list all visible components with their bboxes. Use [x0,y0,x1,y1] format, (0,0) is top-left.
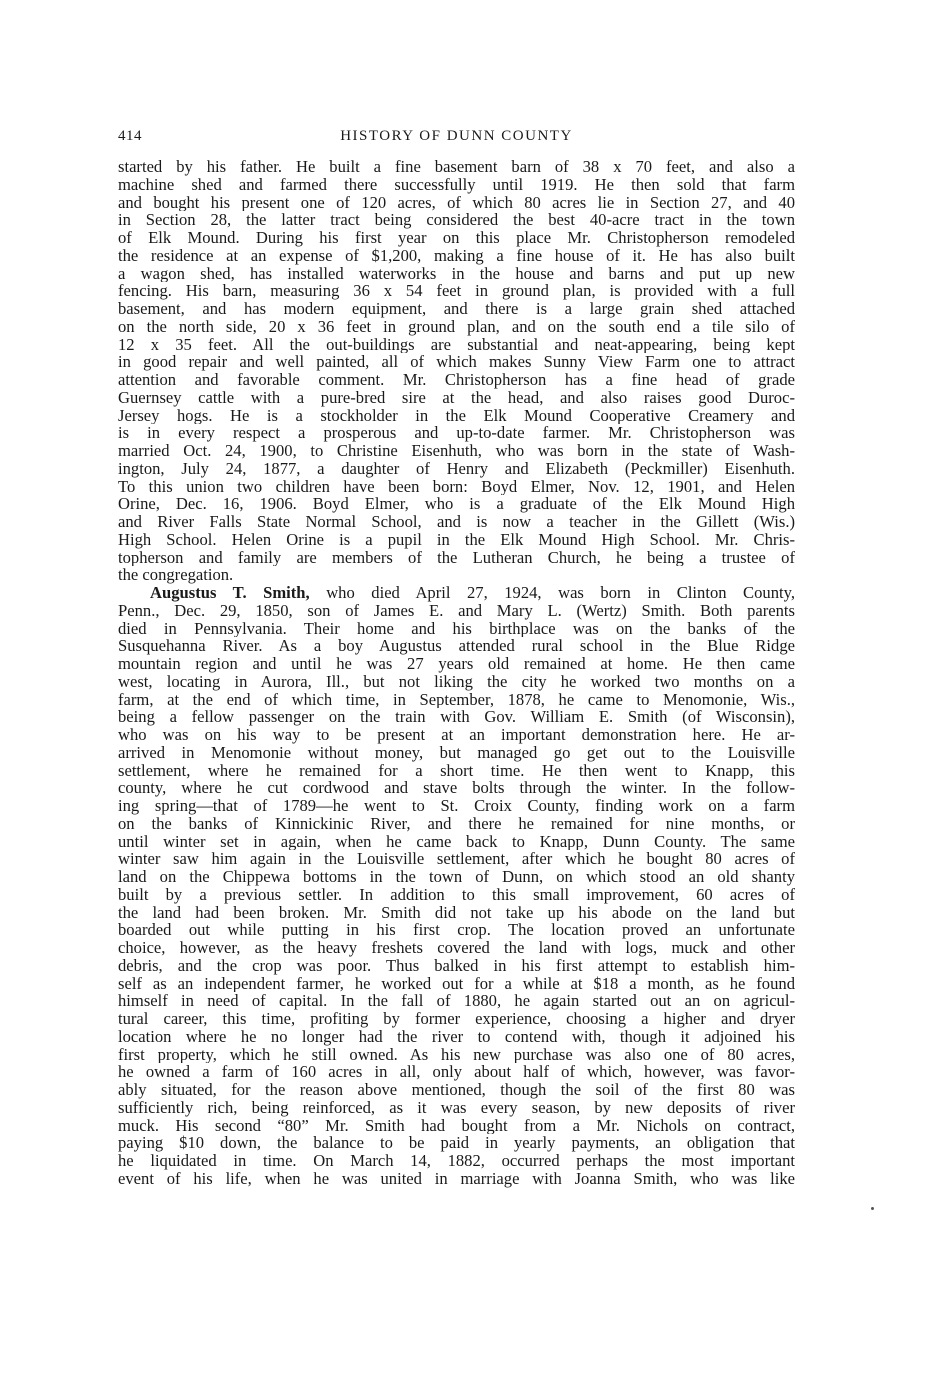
text-line: tural career, this time, profiting by former experience, choosing a higher and dryer [118,1010,795,1028]
text-line: died in Pennsylvania. Their home and his birthplace was on the banks of the [118,619,795,638]
text-line: being a fellow passenger on the train with Gov. William E. Smith (of Wisconsin), [118,708,795,726]
text-line: on the banks of Kinnickinic River, and there he remained for nine months, or [118,814,795,833]
text-line: paying $10 down, the balance to be paid in yearly payments, an obligation that [118,1134,795,1152]
text-line: a wagon shed, has installed waterworks in the house and barns and put up new [118,264,795,283]
text-line: fencing. His barn, measuring 36 x 54 feet in ground plan, is provided with a full [118,282,795,300]
text-line: and River Falls State Normal School, and is now a teacher in the Gillett (Wis.) [118,513,795,531]
text-line: Jersey hogs. He is a stockholder in the Elk Mound Cooperative Creamery and [118,406,795,425]
text-line: the residence at an expense of $1,200, making a fine house of it. He has also built [118,246,795,265]
text-line: Orine, Dec. 16, 1906. Boyd Elmer, who is a graduate of the Elk Mound High [118,495,795,513]
paragraph-first-line-text: who died April 27, 1924, was born in Clinton County, [309,584,795,602]
text-line: land on the Chippewa bottoms in the town of Dunn, on which stood an old shanty [118,868,795,886]
text-line: winter saw him again in the Louisville settlement, after which he bought 80 acres of [118,850,795,868]
text-line: arrived in Menomonie without money, but managed go get out to the Louisville [118,743,795,762]
text-line: ing spring—that of 1789—he went to St. Croix County, finding work on a farm [118,797,795,815]
text-line: topherson and family are members of the Lutheran Church, he being a trustee of [118,548,795,567]
page-header-title: HISTORY OF DUNN COUNTY [340,128,573,144]
text-line: ably situated, for the reason above mentioned, though the soil of the first 80 was [118,1081,795,1099]
text-line: the land had been broken. Mr. Smith did not take up his abode on the land but [118,903,795,922]
text-line: himself in need of capital. In the fall of 1880, he again started out an on agricul- [118,992,795,1010]
running-head [118,128,795,152]
text-line: sufficiently rich, being reinforced, as it was every season, by new deposits of river [118,1098,795,1117]
text-line: machine shed and farmed there successfully until 1919. He then sold that farm [118,175,795,194]
text-line: boarded out while putting in his first crop. The location proved an unfortunate [118,921,795,939]
text-line: choice, however, as the heavy freshets covered the land with logs, muck and other [118,939,795,957]
text-line: 12 x 35 feet. All the out-buildings are substantial and neat-appearing, being kept [118,335,795,354]
text-line: started by his father. He built a fine basement barn of 38 x 70 feet, and also a [118,158,795,176]
text-line: basement, and has modern equipment, and there is a large grain shed attached [118,300,795,318]
paragraph-lead-name: Augustus T. Smith, [150,584,310,602]
text-line: he liquidated in time. On March 14, 1882, occurred perhaps the most important [118,1152,795,1170]
text-line: first property, which he still owned. As his new purchase was also one of 80 acres, [118,1045,795,1064]
text-line: ington, July 24, 1877, a daughter of Henry and Elizabeth (Peckmiller) Eisenhuth. [118,459,795,478]
text-line: To this union two children have been born: Boyd Elmer, Nov. 12, 1901, and Helen [118,477,795,496]
text-line: in good repair and well painted, all of which makes Sunny View Farm one to attract [118,353,795,371]
text-line: mountain region and until he was 27 years old remained at home. He then came [118,655,795,673]
text-line: who was on his way to be present at an important demonstration here. He ar- [118,726,795,744]
text-line: muck. His second “80” Mr. Smith had bought from a Mr. Nichols on contract, [118,1116,795,1135]
text-line: west, locating in Aurora, Ill., but not liking the city he worked two months on a [118,672,795,691]
text-line: debris, and the crop was poor. Thus balked in his first attempt to establish him- [118,956,795,975]
text-line: until winter set in again, when he came back to Knapp, Dunn County. The same [118,832,795,851]
text-line: Susquehanna River. As a boy Augustus attended rural school in the Blue Ridge [118,637,795,655]
text-line: in Section 28, the latter tract being considered the best 40-acre tract in the town [118,211,795,229]
text-line: settlement, where he remained for a short time. He then went to Knapp, this [118,761,795,780]
text-line: farm, at the end of which time, in September, 1878, he came to Menomonie, Wis., [118,690,795,709]
text-line: Penn., Dec. 29, 1850, son of James E. and Mary L. (Wertz) Smith. Both parents [118,601,795,620]
text-line: county, where he cut cordwood and stave bolts through the winter. In the follow- [118,779,795,797]
text-line: attention and favorable comment. Mr. Christopherson has a fine head of grade [118,371,795,389]
text-line: Guernsey cattle with a pure-bred sire at the head, and also raises good Duroc- [118,388,795,407]
text-line: he owned a farm of 160 acres in all, only about half of which, however, was favor- [118,1063,795,1081]
text-line: married Oct. 24, 1900, to Christine Eisenhuth, who was born in the state of Wash- [118,442,795,460]
text-line: location where he no longer had the river to contend with, though it adjoined his [118,1027,795,1046]
text-line: on the north side, 20 x 36 feet in ground plan, and on the south end a tile silo of [118,317,795,336]
text-line: built by a previous settler. In addition to this small improvement, 60 acres of [118,885,795,904]
text-line: is in every respect a prosperous and up-to-date farmer. Mr. Christopherson was [118,424,795,442]
ink-speck [871,1207,874,1210]
text-line: event of his life, when he was united in marriage with Joanna Smith, who was like [118,1169,795,1188]
text-line: and bought his present one of 120 acres, of which 80 acres lie in Section 27, and 40 [118,193,795,212]
text-line: the congregation. [118,566,234,584]
body-text [118,158,795,1188]
text-line: self as an independent farmer, he worked out for a while at $18 a month, as he found [118,974,795,993]
text-line: High School. Helen Orine is a pupil in the Elk Mound High School. Mr. Chris- [118,530,795,549]
text-line: of Elk Mound. During his first year on this place Mr. Christopherson remodeled [118,229,795,247]
paragraph-first-line [118,584,795,602]
page-number: 414 [118,128,142,144]
